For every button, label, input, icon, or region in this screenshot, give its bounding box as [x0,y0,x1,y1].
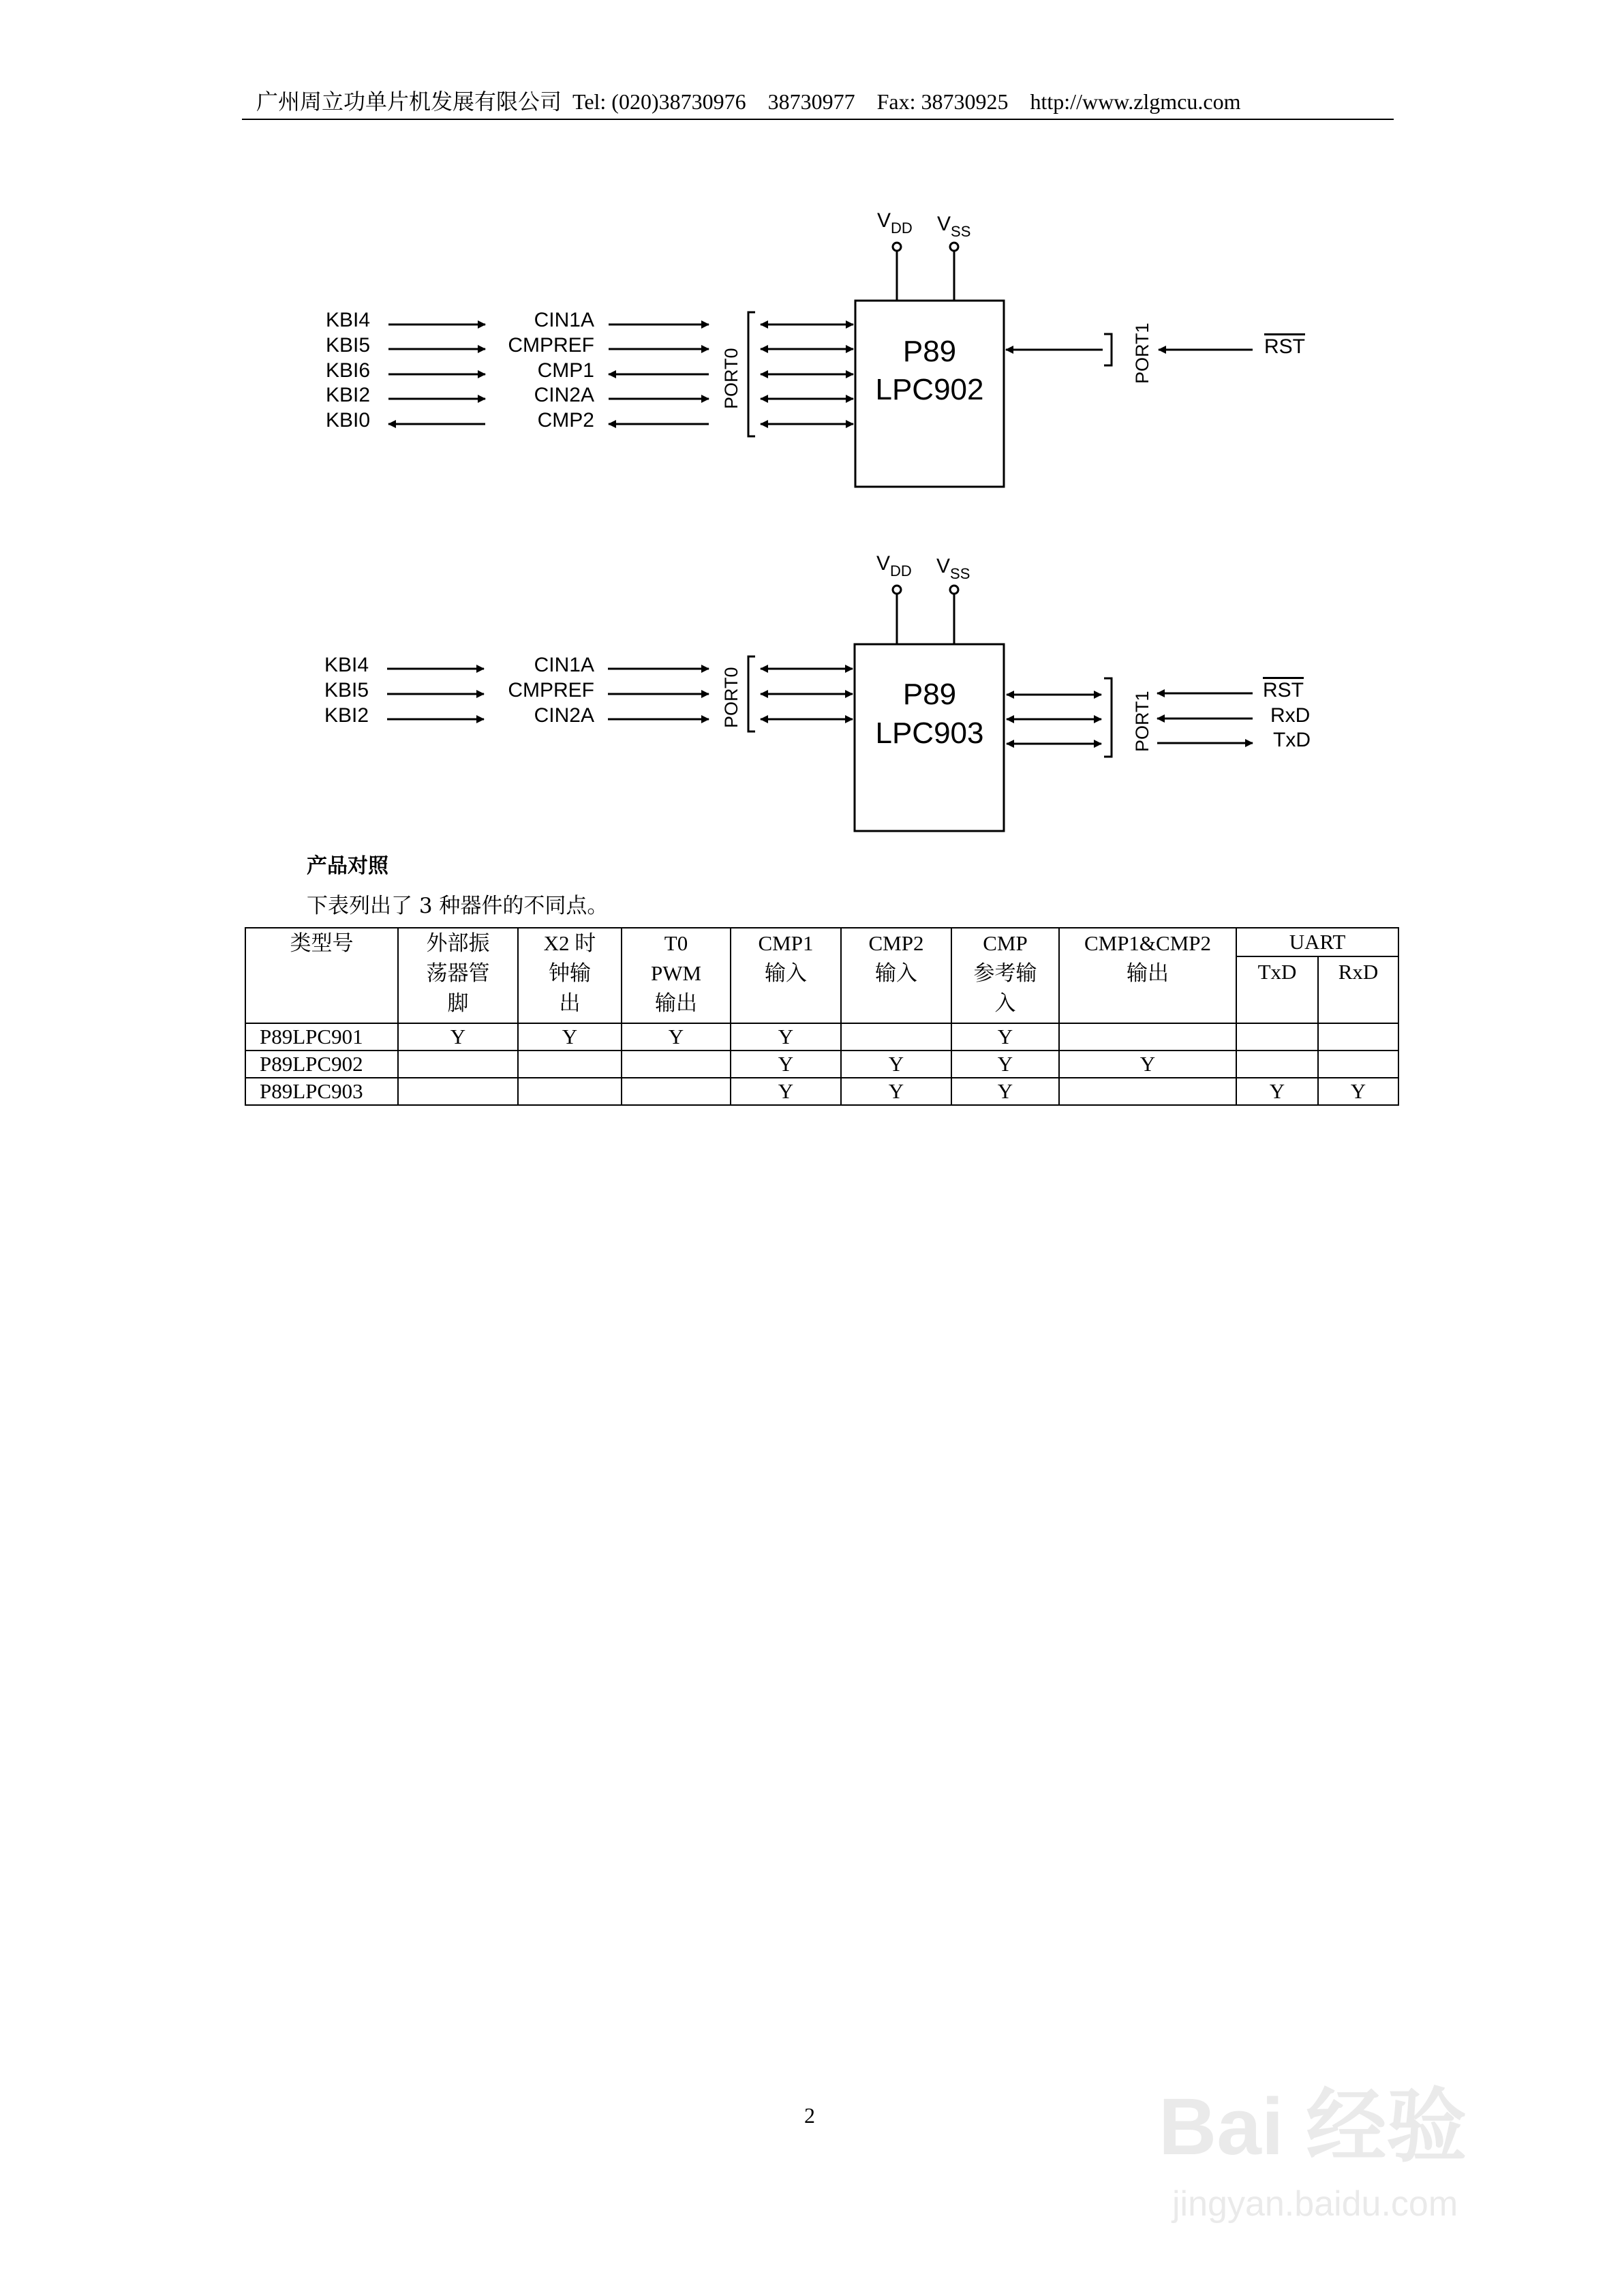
section-title: 产品对照 [307,854,388,878]
cell: Y [1318,1078,1398,1105]
baidu-watermark [1152,2066,1533,2236]
signal-kbi0: KBI0 [326,409,371,432]
port0-label-2: PORT0 [721,667,741,728]
diagram-lpc903 [324,552,1311,831]
cell [1059,1023,1236,1051]
signal-kbi5: KBI5 [326,334,371,357]
page-number: 2 [804,2103,815,2128]
port1-label: PORT1 [1132,322,1152,384]
port0-label: PORT0 [721,348,741,409]
signal-cin2a: CIN2A [534,384,594,406]
watermark-url: jingyan.baidu.com [1172,2184,1458,2224]
cell: Y [518,1023,622,1051]
header-type: 类型号 [245,928,398,1023]
vdd-pin-2 [893,586,901,594]
row-type: P89LPC902 [245,1051,398,1078]
cell [398,1078,518,1105]
header-uart: UART [1236,928,1398,956]
header-cmp2: CMP2 输入 [841,928,951,1023]
signal-kbi4: KBI4 [326,309,371,331]
cell [622,1051,731,1078]
cell [841,1023,951,1051]
signal2-cin1a: CIN1A [534,654,594,676]
diagram-lpc902 [326,209,1305,487]
vss-pin [950,243,958,251]
chip2-name-line2: LPC903 [875,716,984,750]
cell [1236,1023,1318,1051]
vss-label: $V_{SS}$ [937,213,971,240]
signal2-cin2a: CIN2A [534,704,594,727]
block-diagrams [0,0,1622,845]
table-row [245,1078,1398,1105]
vss-label-2: $V_{SS}$ [936,555,970,582]
signal2-rxd: RxD [1270,704,1311,727]
signal-cin1a: CIN1A [534,309,594,331]
cell: Y [951,1023,1059,1051]
signal2-kbi4: KBI4 [324,654,369,676]
signal-cmpref: CMPREF [508,334,594,357]
signal-cmp2: CMP2 [537,409,594,432]
vdd-label-2: $V_{DD}$ [876,552,912,579]
vss-pin-2 [950,586,958,594]
cell: Y [951,1051,1059,1078]
cell [1236,1051,1318,1078]
cell [1318,1023,1398,1051]
comparison-table [245,927,1399,1106]
cell: Y [731,1051,841,1078]
cell: Y [841,1051,951,1078]
signal2-cmpref: CMPREF [508,679,594,701]
cell: Y [1236,1078,1318,1105]
cell [518,1051,622,1078]
cell: Y [951,1078,1059,1105]
signal2-kbi5: KBI5 [324,679,369,701]
header-t0pwm: T0 PWM 输出 [622,928,731,1023]
cell: Y [622,1023,731,1051]
signal-cmp1: CMP1 [537,359,594,382]
header-ext-osc: 外部振 荡器管 脚 [398,928,518,1023]
cell: Y [1059,1051,1236,1078]
header-cmp1: CMP1 输入 [731,928,841,1023]
cell [1059,1078,1236,1105]
vdd-label: $V_{DD}$ [877,209,913,237]
cell [518,1078,622,1105]
cell: Y [841,1078,951,1105]
row-type: P89LPC901 [245,1023,398,1051]
chip-name-line2: LPC902 [875,373,984,406]
header-x2: X2 时 钟输 出 [518,928,622,1023]
watermark-brand: Bai 经验 [1159,2082,1467,2172]
cell [398,1051,518,1078]
port1-label-2: PORT1 [1132,691,1152,752]
intro-paragraph: 下表列出了 3 种器件的不同点。 [307,894,609,918]
signal-kbi6: KBI6 [326,359,371,382]
signal2-txd: TxD [1273,729,1311,751]
cell [622,1078,731,1105]
page-header: 广州周立功单片机发展有限公司 Tel: (020)38730976 38730977 Fax: 38730925 http://www.zlgmcu.com [256,89,1241,114]
table-row [245,1023,1398,1051]
cell [1318,1051,1398,1078]
header-txd: TxD [1236,956,1318,1023]
table-row [245,1051,1398,1078]
header-cmpref: CMP 参考输 入 [951,928,1059,1023]
cell: Y [398,1023,518,1051]
cell: Y [731,1078,841,1105]
header-rxd: RxD [1318,956,1398,1023]
chip2-name-line1: P89 [902,678,957,711]
row-type: P89LPC903 [245,1078,398,1105]
header-cmp12: CMP1&CMP2 输出 [1059,928,1236,1023]
signal2-rst: RST [1263,679,1304,701]
chip-name-line1: P89 [902,335,957,368]
vdd-pin [893,243,901,251]
signal2-kbi2: KBI2 [324,704,369,727]
signal-kbi2: KBI2 [326,384,371,406]
signal-rst: RST [1264,335,1305,358]
cell: Y [731,1023,841,1051]
